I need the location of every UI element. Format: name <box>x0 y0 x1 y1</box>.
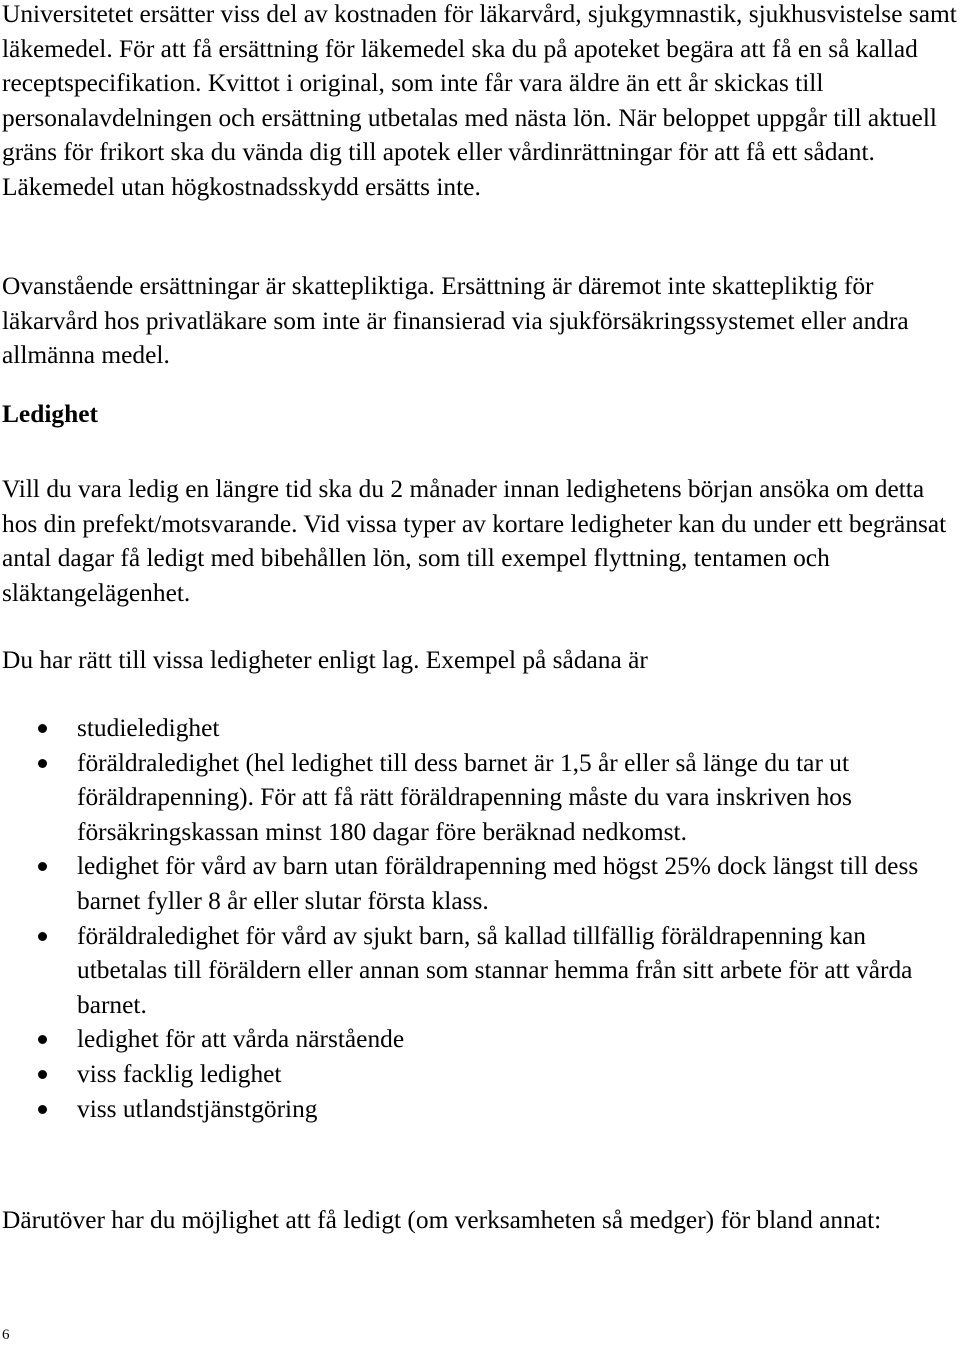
list-item <box>0 1057 960 1092</box>
list-item-text: föräldraledighet för vård av sjukt barn, så kallad tillfällig föräldrapenning kan utbetalas till föräldern eller annan som stannar hemma från sitt arbete för att vårda barnet. <box>77 921 913 1019</box>
bullet-icon <box>38 1070 47 1079</box>
list-item <box>0 919 960 1023</box>
list-item-text: föräldraledighet (hel ledighet till dess barnet är 1,5 år eller så länge du tar ut föräldrapenning). För att få rätt föräldrapenning måste du vara inskriven hos försäkringskassan minst 180 dagar före beräknad nedkomst. <box>77 748 852 846</box>
list-item-text: studieledighet <box>77 714 220 742</box>
list-item <box>0 711 960 746</box>
leave-type-list <box>0 711 960 1126</box>
list-item-text: ledighet för att vårda närstående <box>77 1025 405 1054</box>
bullet-icon <box>38 1105 47 1114</box>
list-item <box>0 746 960 850</box>
page-number: 6 <box>2 1327 10 1343</box>
bullet-icon <box>38 932 47 941</box>
paragraph-statutory-leave: Du har rätt till vissa ledigheter enligt lag. Exempel på sådana är <box>2 646 648 674</box>
list-item <box>0 1022 960 1057</box>
bullet-icon <box>38 724 47 733</box>
bullet-icon <box>38 759 47 768</box>
paragraph-taxation: Ovanstående ersättningar är skattepliktiga. Ersättning är däremot inte skattepliktig för läkarvård hos privatläkare som inte är finansierad via sjukförsäkringssystemet eller andra allmänna medel. <box>2 272 909 370</box>
list-item <box>0 849 960 918</box>
paragraph-leave-application: Vill du vara ledig en längre tid ska du 2 månader innan ledighetens början ansöka om detta hos din prefekt/motsvarande. Vid vissa typer av kortare ledigheter kan du under ett begränsat antal dagar få ledigt med bibehållen lön, som till exempel flyttning, tentamen och släktangelägenhet. <box>2 475 947 607</box>
paragraph-compensation: Universitetet ersätter viss del av kostnaden för läkarvård, sjukgymnastik, sjukhusvistelse samt läkemedel. För att få ersättning för läkemedel ska du på apoteket begära att få en så kallad receptspecifikation. Kvittot i original, som inte får vara äldre än ett år skickas till personalavdelningen och ersättning utbetalas med nästa lön. När beloppet uppgår till aktuell gräns för frikort ska du vända dig till apotek eller vårdinrättningar för att få ett sådant. Läkemedel utan högkostnadsskydd ersätts inte. <box>2 0 957 201</box>
bullet-icon <box>38 862 47 871</box>
bullet-icon <box>38 1035 47 1044</box>
section-heading-ledighet: Ledighet <box>2 400 98 428</box>
paragraph-discretionary-leave: Därutöver har du möjlighet att få ledigt (om verksamheten så medger) för bland annat: <box>2 1206 882 1234</box>
list-item-text: ledighet för vård av barn utan föräldrapenning med högst 25% dock längst till dess barnet fyller 8 år eller slutar första klass. <box>77 852 919 915</box>
list-item-text: viss facklig ledighet <box>77 1059 282 1088</box>
list-item-text: viss utlandstjänstgöring <box>77 1094 318 1123</box>
list-item <box>0 1092 960 1127</box>
